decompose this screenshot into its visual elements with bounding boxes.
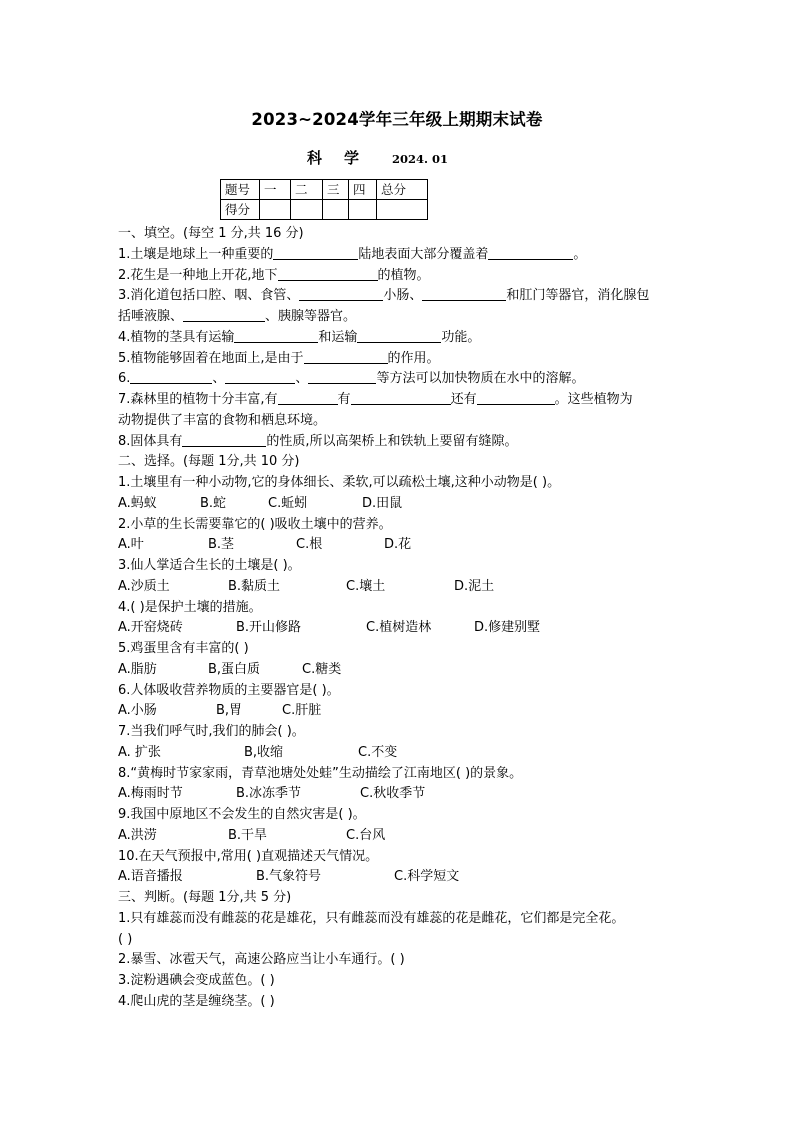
choice-option[interactable]: C.科学短文 bbox=[394, 869, 460, 885]
section-2-heading: 二、选择。(每题 1分,共 10 分) bbox=[118, 454, 300, 470]
q-text: 5.植物能够固着在地面上,是由于 bbox=[118, 350, 304, 366]
answer-blank[interactable] bbox=[299, 286, 383, 301]
fill-q5 bbox=[118, 349, 688, 370]
fill-q1 bbox=[118, 245, 688, 266]
exam-title: 2023~2024学年三年级上期期末试卷 bbox=[251, 110, 543, 129]
q-text: 陆地表面大部分覆盖着 bbox=[358, 246, 489, 262]
q-text: 括唾液腺、 bbox=[118, 309, 184, 324]
q-text: 功能。 bbox=[441, 329, 481, 345]
judge-q1-line2[interactable]: ( ) bbox=[118, 931, 133, 947]
section-3-heading: 三、判断。(每题 1分,共 5 分) bbox=[118, 890, 292, 905]
answer-blank[interactable] bbox=[183, 307, 265, 322]
choice-option[interactable]: C.不变 bbox=[358, 744, 398, 760]
answer-blank[interactable] bbox=[477, 390, 555, 405]
fill-q8 bbox=[118, 432, 688, 453]
score-input-3[interactable] bbox=[323, 200, 349, 220]
score-cell-2: 二 bbox=[291, 180, 323, 200]
answer-blank[interactable] bbox=[357, 328, 441, 343]
choice-option[interactable]: B.开山修路 bbox=[236, 620, 302, 636]
q-text: 、 bbox=[212, 371, 226, 387]
subject-char-2: 学 bbox=[344, 149, 360, 167]
score-input-1[interactable] bbox=[260, 200, 291, 220]
fill-q6 bbox=[118, 369, 688, 390]
score-cell-label: 题号 bbox=[221, 180, 260, 200]
fill-q3-line1 bbox=[118, 286, 688, 307]
q-text: 还有 bbox=[450, 392, 477, 407]
choice-option[interactable]: D.修建别墅 bbox=[474, 620, 541, 636]
fill-q7-line2: 动物提供了丰富的食物和栖息环境。 bbox=[118, 412, 327, 428]
section-1-heading: 一、填空。(每空 1 分,共 16 分) bbox=[118, 226, 304, 241]
score-cell-3: 三 bbox=[323, 180, 349, 200]
choice-q10-options bbox=[118, 867, 688, 888]
choice-option[interactable]: C.秋收季节 bbox=[360, 786, 426, 802]
choice-q5-stem: 5.鸡蛋里含有丰富的( ) bbox=[118, 641, 249, 656]
q-text: 和运输 bbox=[318, 329, 358, 345]
choice-option[interactable]: B,胃 bbox=[216, 703, 243, 719]
score-table-score-row bbox=[221, 200, 428, 220]
q-text: 7.森林里的植物十分丰富,有 bbox=[118, 392, 278, 407]
choice-option[interactable]: A.蚂蚁 bbox=[118, 495, 157, 511]
fill-q3-line2 bbox=[118, 307, 688, 328]
choice-q2-options bbox=[118, 535, 688, 556]
choice-q4-stem: 4.( )是保护土壤的措施。 bbox=[118, 599, 262, 615]
answer-blank[interactable] bbox=[130, 369, 212, 384]
choice-option[interactable]: D.泥土 bbox=[454, 578, 495, 594]
choice-option[interactable]: C.根 bbox=[296, 537, 323, 553]
choice-q7-options bbox=[118, 743, 688, 764]
score-cell-4: 四 bbox=[349, 180, 377, 200]
choice-option[interactable]: B,蛋白质 bbox=[208, 661, 261, 677]
choice-option[interactable]: D.花 bbox=[384, 537, 412, 553]
choice-q9-options bbox=[118, 826, 688, 847]
choice-q5-options bbox=[118, 660, 688, 681]
q-text: 的植物。 bbox=[377, 267, 430, 283]
score-row-label: 得分 bbox=[221, 200, 260, 220]
choice-option[interactable]: C.糖类 bbox=[302, 661, 342, 677]
answer-blank[interactable] bbox=[304, 349, 388, 364]
q-text: 2.花生是一种地上开花,地下 bbox=[118, 267, 278, 283]
q-text: 有 bbox=[337, 392, 351, 407]
q-text: 1.土壤是地球上一种重要的 bbox=[118, 246, 274, 262]
choice-option[interactable]: A.洪涝 bbox=[118, 827, 157, 843]
q-text: 6. bbox=[118, 371, 131, 387]
choice-option[interactable]: B.冰冻季节 bbox=[236, 786, 302, 802]
fill-q4 bbox=[118, 328, 688, 349]
choice-option[interactable]: A. 扩张 bbox=[118, 744, 161, 760]
choice-option[interactable]: B.黏质土 bbox=[228, 578, 281, 594]
choice-questions bbox=[118, 473, 688, 888]
choice-option[interactable]: A.沙质土 bbox=[118, 578, 170, 594]
judge-q1-line1: 1.只有雄蕊而没有雌蕊的花是雄花，只有雌蕊而没有雄蕊的花是雌花，它们都是完全花。 bbox=[118, 910, 625, 926]
choice-q8-stem: 8.“黄梅时节家家雨，青草池塘处处蛙”生动描绘了江南地区( )的景象。 bbox=[118, 765, 523, 781]
score-input-2[interactable] bbox=[291, 200, 323, 220]
choice-option[interactable]: C.台风 bbox=[346, 827, 386, 843]
choice-option[interactable]: A.脂肪 bbox=[118, 661, 157, 677]
answer-blank[interactable] bbox=[225, 369, 295, 384]
q-text: 和肛门等器官，消化腺包 bbox=[506, 288, 650, 304]
choice-option[interactable]: B.蛇 bbox=[200, 495, 227, 511]
answer-blank[interactable] bbox=[351, 390, 451, 405]
answer-blank[interactable] bbox=[273, 245, 358, 260]
q-text: 4.植物的茎具有运输 bbox=[118, 329, 235, 345]
fill-q2 bbox=[118, 266, 688, 287]
score-input-total[interactable] bbox=[377, 200, 428, 220]
choice-q3-options bbox=[118, 577, 688, 598]
answer-blank[interactable] bbox=[488, 245, 573, 260]
choice-option[interactable]: C.蚯蚓 bbox=[268, 495, 308, 511]
q-text: 小肠、 bbox=[383, 288, 423, 304]
answer-blank[interactable] bbox=[182, 432, 266, 447]
answer-blank[interactable] bbox=[278, 390, 338, 405]
q-text: 。这些植物为 bbox=[554, 392, 633, 407]
choice-q9-stem: 9.我国中原地区不会发生的自然灾害是( )。 bbox=[118, 807, 366, 822]
choice-q6-stem: 6.人体吸收营养物质的主要器官是( )。 bbox=[118, 682, 340, 698]
choice-q6-options bbox=[118, 701, 688, 722]
q-text: 、 bbox=[295, 371, 309, 387]
fill-q7-line1 bbox=[118, 390, 688, 411]
q-text: 。 bbox=[573, 246, 587, 262]
choice-q4-options bbox=[118, 618, 688, 639]
choice-q2-stem: 2.小草的生长需要靠它的( )吸收土壤中的营养。 bbox=[118, 516, 392, 532]
choice-option[interactable]: B,收缩 bbox=[244, 744, 284, 760]
q-text: 等方法可以加快物质在水中的溶解。 bbox=[376, 371, 585, 387]
choice-option[interactable]: A.小肠 bbox=[118, 703, 157, 719]
choice-option[interactable]: B.气象符号 bbox=[256, 869, 322, 885]
choice-option[interactable]: A.叶 bbox=[118, 537, 144, 553]
choice-option[interactable]: B.干旱 bbox=[228, 827, 268, 843]
choice-option[interactable]: A.语音播报 bbox=[118, 869, 183, 885]
choice-option[interactable]: D.田鼠 bbox=[362, 495, 403, 511]
answer-blank[interactable] bbox=[422, 286, 506, 301]
judge-q2[interactable]: 2.暴雪、冰雹天气，高速公路应当让小车通行。( ) bbox=[118, 952, 405, 968]
choice-q3-stem: 3.仙人掌适合生长的土壤是( )。 bbox=[118, 558, 301, 573]
subject-char-1: 科 bbox=[307, 149, 323, 167]
judge-q3[interactable]: 3.淀粉遇碘会变成蓝色。( ) bbox=[118, 973, 275, 988]
choice-q1-options bbox=[118, 494, 688, 515]
choice-option[interactable]: A.开窑烧砖 bbox=[118, 620, 183, 636]
answer-blank[interactable] bbox=[308, 369, 376, 384]
choice-option[interactable]: C.壤土 bbox=[346, 578, 386, 594]
score-table bbox=[220, 179, 428, 220]
q-text: 8.固体具有 bbox=[118, 433, 183, 449]
q-text: 、胰腺等器官。 bbox=[265, 309, 357, 324]
choice-q1-stem: 1.土壤里有一种小动物,它的身体细长、柔软,可以疏松土壤,这种小动物是( )。 bbox=[118, 475, 561, 490]
q-text: 的性质,所以高架桥上和铁轨上要留有缝隙。 bbox=[266, 433, 518, 449]
choice-option[interactable]: C.肝脏 bbox=[282, 703, 322, 719]
exam-date: 2024. 01 bbox=[392, 152, 449, 166]
answer-blank[interactable] bbox=[278, 266, 378, 281]
answer-blank[interactable] bbox=[234, 328, 318, 343]
score-table-header-row bbox=[221, 180, 428, 200]
q-text: 的作用。 bbox=[387, 350, 440, 366]
choice-option[interactable]: A.梅雨时节 bbox=[118, 786, 183, 802]
judge-q4[interactable]: 4.爬山虎的茎是缠绕茎。( ) bbox=[118, 993, 275, 1009]
subject-label bbox=[307, 147, 359, 168]
choice-option[interactable]: C.植树造林 bbox=[366, 620, 432, 636]
score-input-4[interactable] bbox=[349, 200, 377, 220]
q-text: 3.消化道包括口腔、咽、食管、 bbox=[118, 288, 300, 304]
choice-q8-options bbox=[118, 784, 688, 805]
choice-option[interactable]: B.茎 bbox=[208, 537, 235, 553]
score-cell-total: 总分 bbox=[377, 180, 428, 200]
choice-q7-stem: 7.当我们呼气时,我们的肺会( )。 bbox=[118, 724, 305, 739]
score-cell-1: 一 bbox=[260, 180, 291, 200]
question-body bbox=[118, 224, 688, 1013]
choice-q10-stem: 10.在天气预报中,常用( )直观描述天气情况。 bbox=[118, 848, 379, 864]
